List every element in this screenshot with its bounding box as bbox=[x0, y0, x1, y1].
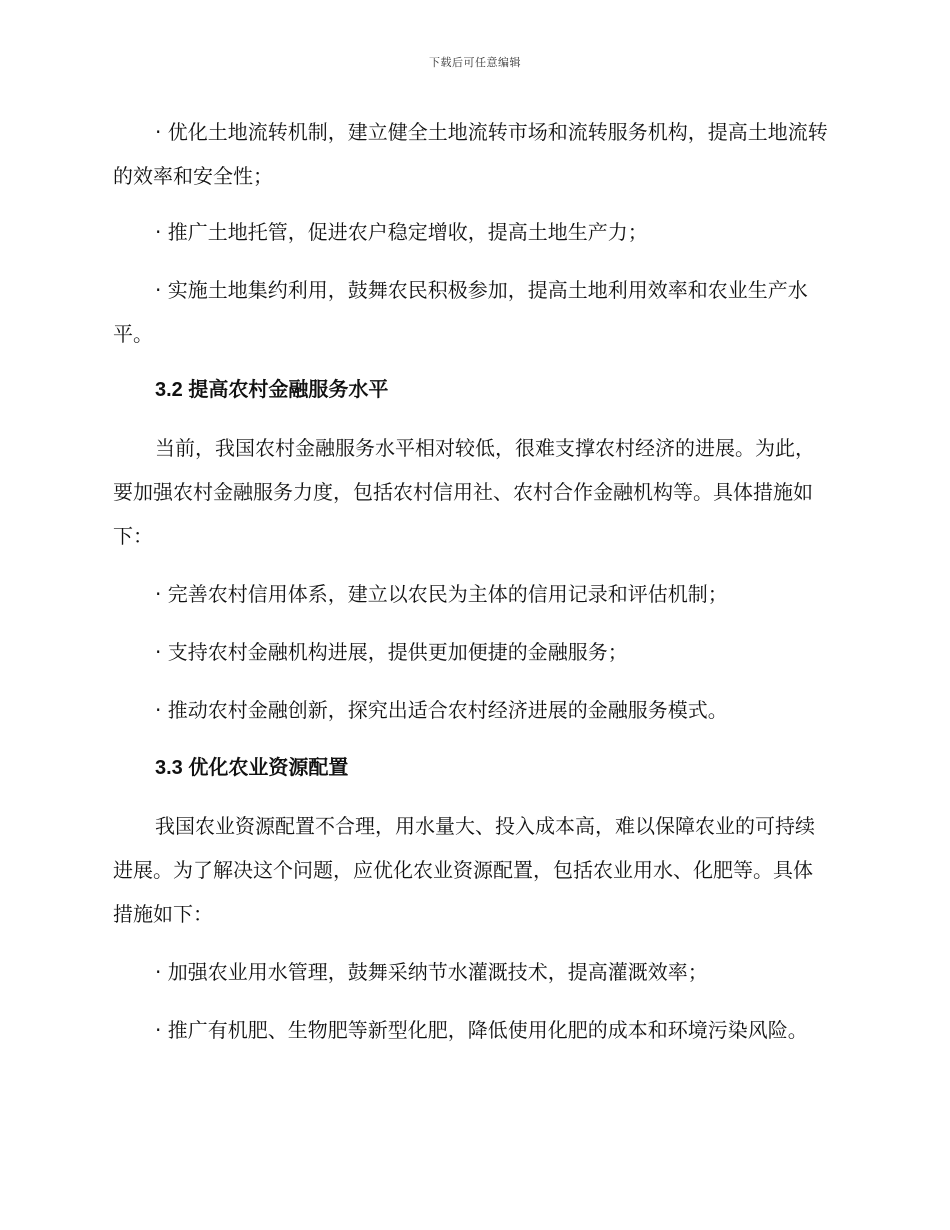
page-header: 下载后可任意编辑 bbox=[429, 56, 521, 69]
bullet-organic-fertilizer: · 推广有机肥、生物肥等新型化肥，降低使用化肥的成本和环境污染风险。 bbox=[155, 1018, 808, 1042]
bullet-land-transfer: · 优化土地流转机制，建立健全土地流转市场和流转服务机构，提高土地流转的效率和安全性； bbox=[113, 120, 828, 188]
paragraph-3-3: 我国农业资源配置不合理，用水量大、投入成本高，难以保障农业的可持续进展。为了解决这个问题，应优化农业资源配置，包括农业用水、化肥等。具体措施如下： bbox=[113, 814, 815, 926]
bullet-credit-system: · 完善农村信用体系，建立以农民为主体的信用记录和评估机制； bbox=[155, 582, 728, 606]
bullet-financial-innovation: · 推动农村金融创新，探究出适合农村经济进展的金融服务模式。 bbox=[155, 698, 728, 722]
section-heading-3-3: 3.3 优化农业资源配置 bbox=[155, 757, 349, 779]
bullet-water-management: · 加强农业用水管理，鼓舞采纳节水灌溉技术，提高灌溉效率； bbox=[155, 960, 708, 984]
bullet-financial-institutions: · 支持农村金融机构进展，提供更加便捷的金融服务； bbox=[155, 640, 628, 664]
bullet-land-intensive-use: · 实施土地集约利用，鼓舞农民积极参加，提高土地利用效率和农业生产水平。 bbox=[113, 278, 808, 346]
bullet-land-trusteeship: · 推广土地托管，促进农户稳定增收，提高土地生产力； bbox=[155, 220, 648, 244]
paragraph-3-2: 当前，我国农村金融服务水平相对较低，很难支撑农村经济的进展。为此，要加强农村金融服务力度，包括农村信用社、农村合作金融机构等。具体措施如下： bbox=[113, 436, 815, 548]
section-heading-3-2: 3.2 提高农村金融服务水平 bbox=[155, 379, 389, 401]
